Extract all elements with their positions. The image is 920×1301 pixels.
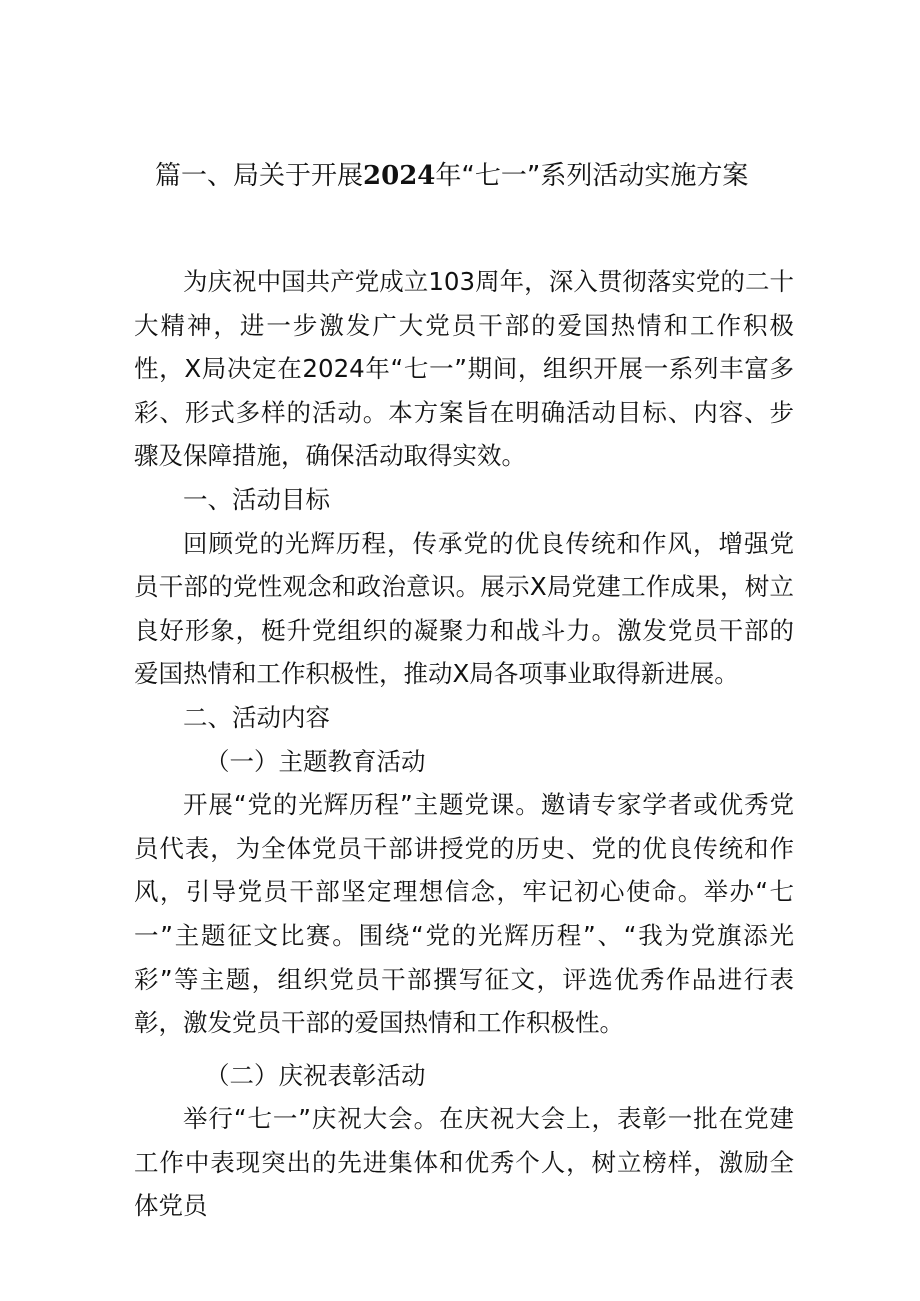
celebration-paragraph: 举行“七一”庆祝大会。在庆祝大会上，表彰一批在党建工作中表现突出的先进集体和优秀个人，树立榜样，激励全体党员: [134, 1104, 794, 1221]
sub-heading-theme-education: （一）主题教育活动: [205, 746, 426, 776]
theme-education-paragraph: 开展“党的光辉历程”主题党课。邀请专家学者或优秀党员代表，为全体党员干部讲授党的历史、党的优良传统和作风，引导党员干部坚定理想信念，牢记初心使命。举办“七一”主题征文比赛。围绕“党的光辉历程”、“我为党旗添光彩”等主题，组织党员干部撰写征文，评选优秀作品进行表彰，激发党员干部的爱国热情和工作积极性。: [134, 790, 794, 1038]
intro-paragraph: 为庆祝中国共产党成立103周年，深入贯彻落实党的二十大精神，进一步激发广大党员干部的爱国热情和工作积极性，X局决定在2024年“七一”期间，组织开展一系列丰富多彩、形式多样的活动。本方案旨在明确活动目标、内容、步骤及保障措施，确保活动取得实效。: [134, 267, 794, 471]
sub-heading-celebration: （二）庆祝表彰活动: [205, 1060, 426, 1090]
title-year: 2024: [363, 161, 436, 191]
document-title: [155, 158, 748, 194]
section-heading-content: 二、活动内容: [183, 702, 330, 732]
title-suffix: 年“七一”系列活动实施方案: [435, 161, 749, 191]
section-heading-goal: 一、活动目标: [183, 484, 330, 514]
goal-paragraph: 回顾党的光辉历程，传承党的优良传统和作风，增强党员干部的党性观念和政治意识。展示X局党建工作成果，树立良好形象，梃升党组织的凝聚力和战斗力。激发党员干部的爱国热情和工作积极性，推动X局各项事业取得新进展。: [134, 528, 794, 689]
title-prefix: 篇一、局关于开展: [155, 161, 364, 191]
document-body: [134, 260, 794, 1228]
